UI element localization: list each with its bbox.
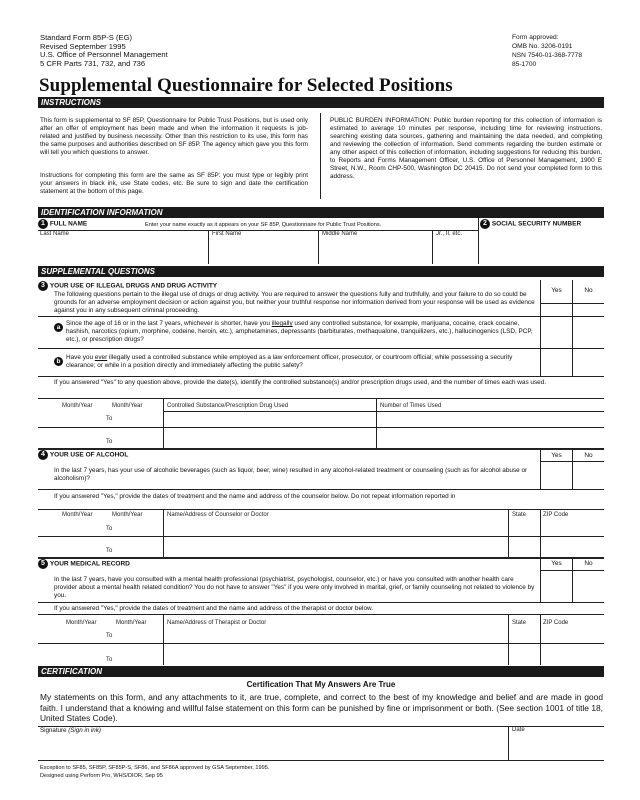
q3-row1-dates[interactable] [40,412,162,426]
section-bar-instructions: INSTRUCTIONS [38,97,604,108]
suffix-field[interactable] [434,240,476,262]
signature-label: Signature (Sign in ink) [40,727,101,734]
item-number-1: 1 [38,219,48,229]
signature-field[interactable] [40,736,506,759]
q3-followup: If you answered "Yes" to any question above, provide the date(s), identify the controlled substance(s) and/or prescription drugs used, and the number of times each was used. [54,379,547,386]
q5-row2-name[interactable] [165,644,507,664]
q4-col-name: Name/Address of Counselor or Doctor [167,512,269,518]
q4-yes-header: Yes [551,452,562,459]
footer-designed: Designed using Perform Pro, WHS/DIOR, Sep 95 [40,773,163,779]
q3-col-from: Month/Year [62,403,93,409]
q5-col-zip: ZIP Code [543,620,569,626]
q3-col-to: Month/Year [112,403,143,409]
instructions-completion: Instructions for completing this form are the same as SF 85P: you must type or legibly print your answers in black ink, use State codes, etc. Be sure to sign and date the certification statement at the bottom of this page. [40,172,308,195]
q4-row1-zip[interactable] [542,520,602,535]
full-name-header [38,219,87,229]
omb-approval [512,34,582,70]
q3-row1-times[interactable] [378,412,602,426]
last-name-field[interactable] [40,240,206,262]
q4-question: In the last 7 years, has your use of alcoholic beverages (such as liquor, beer, wine) resulted in any alcohol-related treatment or counseling (such as for alcohol abuse or alcoholism)? [54,467,528,482]
approval-line: OMB No. 3206-0191 [512,42,573,50]
q3-row2-times[interactable] [378,428,602,447]
last-name-label: Last Name [40,231,70,237]
q4-header [38,450,128,460]
q5-col-to: Month/Year [116,620,147,626]
item-number-2: 2 [480,219,490,229]
q3b-question: Have you ever illegally used a controlled substance while employed as a law enforcement officer, prosecutor, or courtroom official; while possessing a security clearance; or while in a position directly and immediately affecting the public safety? [66,354,513,369]
q4-row2-name[interactable] [165,537,507,556]
first-name-field[interactable] [210,240,316,262]
q5-row1-zip[interactable] [542,628,602,642]
footer-exception: Exception to SF85, SF85P, SF85P-S, SF86, and SF86A approved by GSA September, 1995. [40,765,270,771]
q3b-yes-box[interactable] [541,349,572,375]
q4-yes-box[interactable] [541,462,572,488]
section-bar-supplemental: SUPPLEMENTAL QUESTIONS [38,266,604,277]
public-burden-info: PUBLIC BURDEN INFORMATION: Public burden reporting for this collection of information is estimated to average 10 minutes per response, including time for reviewing instructions, searching existing data sources, gathering and maintaining the data needed, and completing and reviewing the collection of information. Send comments regarding the burden estimate or any other aspect of this collection of information, including suggestions for reducing this burden, to Reports and Forms Management Officer, U.S. Office of Personnel Management, 1900 E Street, N.W., Room CHP-500, Washington DC 20415. Do not send your completed form to this address. [330,117,602,180]
q5-row1-state[interactable] [510,628,539,642]
q3b-marker [54,353,63,371]
q3-intro: The following questions pertain to the illegal use of drugs or drug activity. You are required to answer the questions fully and truthfully, and your failure to do so could be grounds for an adverse employment decision or action against you, but neither your truthful response nor information derived from your response will be used as evidence against you in any subsequent criminal proceeding. [54,291,535,314]
q4-no-header: No [584,452,593,459]
q5-no-box[interactable] [573,571,604,601]
to-label: To [106,526,113,532]
form-id-line: U.S. Office of Personnel Management [40,50,168,60]
q5-row2-state[interactable] [510,644,539,664]
q5-row2-zip[interactable] [542,644,602,664]
q5-title: YOUR MEDICAL RECORD [49,560,130,568]
instructions-purpose: This form is supplemental to SF 85P, Questionnaire for Public Trust Positions, but is used only after an offer of employment has been made and when the information it requests is job-related and justified by business necessity. Other than this restriction to its use, this form has the same purposes and authorities described on SF 85P. The agency which gave you this form will tell you which questions to answer. [40,117,308,156]
full-name-label: FULL NAME [49,220,88,228]
ssn-header [480,219,581,229]
q4-col-zip: ZIP Code [543,512,569,518]
q3-row2-substance[interactable] [165,428,375,447]
form-identification [40,34,168,69]
q3-row1-substance[interactable] [165,412,375,426]
q4-row2-state[interactable] [510,537,539,556]
item-letter-a: a [54,323,63,332]
q4-title: YOUR USE OF ALCOHOL [49,451,129,459]
q3a-yes-box[interactable] [541,317,572,347]
certification-heading: Certification That My Answers Are True [246,680,396,689]
q3a-question: Since the age of 16 or in the last 7 years, whichever is shorter, have you illegally used any controlled substance, for example, marijuana, cocaine, crack cocaine, hashish, narcotics (opium, morphine, codeine, heroin, etc.), amphetamines, depressants (barbiturates, methaqualone, tranquilizers, etc.), hallucinogenics (LSD, PCP, etc.), or prescription drugs? [66,320,533,343]
certification-statement: My statements on this form, and any attachments to it, are true, complete, and correct to the best of my knowledge and belief and are made in good faith. I understand that a knowing and willful false statement on this form can be punished by fine or imprisonment or both. (See section 1001 of title 18, United States Code). [40,692,603,723]
q5-yes-box[interactable] [541,571,572,601]
q3-no-header: No [584,287,593,294]
first-name-label: First Name [212,231,242,237]
q4-col-state: State [512,512,527,518]
q4-row1-state[interactable] [510,520,539,535]
q4-row2-dates[interactable] [40,537,162,556]
q3-yes-header: Yes [551,287,562,294]
section-bar-certification: CERTIFICATION [38,666,604,677]
q3a-marker [54,319,63,337]
q4-followup: If you answered "Yes," provide the dates of treatment and the name and address of the counselor below. Do not repeat information reported in [54,493,456,500]
q5-col-from: Month/Year [66,620,97,626]
form-id-line: 5 CFR Parts 731, 732, and 736 [40,59,146,69]
q5-row2-dates[interactable] [40,644,162,664]
q5-col-state: State [512,620,527,626]
to-label: To [106,657,113,663]
q4-row2-zip[interactable] [542,537,602,556]
to-label: To [106,548,113,554]
item-letter-b: b [54,357,63,366]
approval-line: NSN 7540-01-368-7778 [512,51,583,59]
to-label: To [106,439,113,445]
q4-row1-name[interactable] [165,520,507,535]
q3b-no-box[interactable] [573,349,604,375]
q3a-no-box[interactable] [573,317,604,347]
q5-header [38,559,130,569]
suffix-label: Jr., II, etc. [436,231,463,237]
q5-followup: If you answered "Yes," provide the dates of treatment and the name and address of the therapist or doctor below. [54,605,374,612]
q4-col-to: Month/Year [112,512,143,518]
q5-no-header: No [584,560,593,567]
to-label: To [106,633,113,639]
middle-name-field[interactable] [320,240,430,262]
ssn-field[interactable] [480,232,602,262]
q3-header [38,281,217,291]
ssn-label: SOCIAL SECURITY NUMBER [491,220,582,228]
q5-question: In the last 7 years, have you consulted with a mental health professional (psychiatrist, psychologist, counselor, etc.) or have you consulted with another health care provider about a mental health related condition? You do not have to answer "Yes" if you were only involved in marital, grief, or family counseling not related to violence by you. [54,576,535,599]
approval-line: Form approved: [512,34,559,41]
q5-col-name: Name/Address of Therapist or Doctor [167,620,267,626]
q5-row1-name[interactable] [165,628,507,642]
to-label: To [106,416,113,422]
q4-no-box[interactable] [573,462,604,488]
item-number-4: 4 [38,450,48,460]
item-number-5: 5 [38,559,48,569]
q3-row2-dates[interactable] [40,428,162,447]
item-number-3: 3 [38,281,48,291]
date-label: Date [512,727,525,733]
q4-row1-dates[interactable] [40,520,162,535]
approval-line: 85-1700 [512,60,537,68]
q4-col-from: Month/Year [62,512,93,518]
section-bar-identification: IDENTIFICATION INFORMATION [38,207,604,218]
date-field[interactable] [510,736,602,759]
q3-title: YOUR USE OF ILLEGAL DRUGS AND DRUG ACTIVITY [49,282,218,290]
q3-col-times: Number of Times Used [380,403,442,409]
form-id-line: Standard Form 85P-S (EG) [40,33,133,42]
full-name-hint: Enter your name exactly as it appears on your SF 85P, Questionnaire for Public Trust Positions. [145,222,382,228]
form-id-line: Revised September 1995 [40,41,126,51]
q5-row1-dates[interactable] [40,628,162,642]
page-title: Supplemental Questionnaire for Selected Positions [39,75,453,96]
q3-col-substance: Controlled Substance/Prescription Drug Used [167,403,289,409]
q5-yes-header: Yes [551,560,562,567]
middle-name-label: Middle Name [322,231,358,237]
